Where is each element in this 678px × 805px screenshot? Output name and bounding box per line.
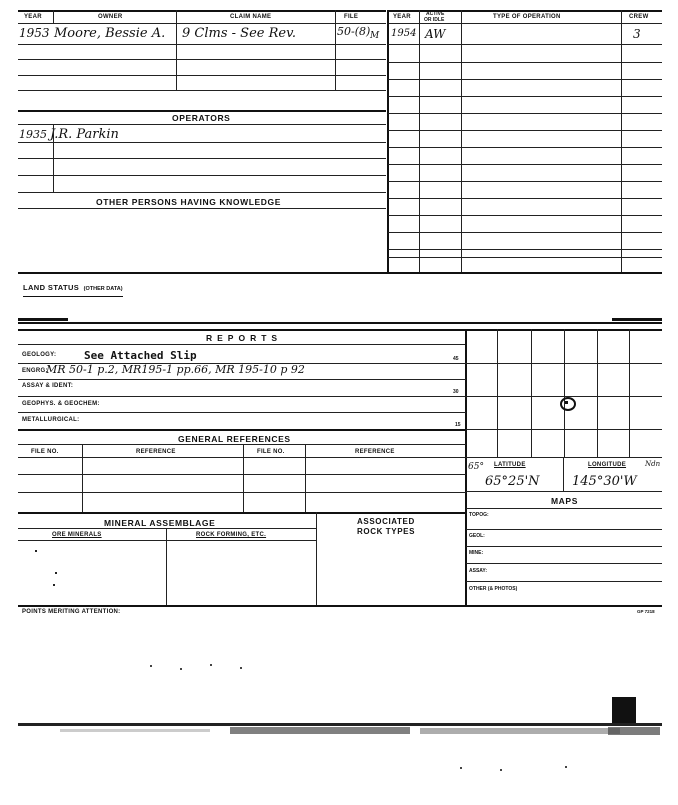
ref-col-file-no-2: FILE NO. — [257, 449, 285, 455]
divider — [82, 444, 83, 512]
longitude-note: Ndn — [645, 460, 661, 468]
grid-line — [466, 363, 662, 364]
row-line — [18, 192, 386, 193]
divider — [18, 23, 386, 24]
divider — [18, 10, 386, 12]
scan-speck — [240, 667, 242, 669]
scan-smudge — [608, 727, 660, 735]
row-line — [388, 232, 662, 233]
divider — [18, 322, 662, 324]
grid-line — [629, 329, 630, 457]
grid-line — [564, 329, 565, 457]
activity-year-header: YEAR — [393, 14, 411, 20]
row-line — [388, 96, 662, 97]
geology-value: See Attached Slip — [84, 349, 197, 362]
divider — [305, 444, 306, 512]
divider — [18, 272, 662, 274]
owner-row1-year: 1953 — [19, 26, 50, 40]
maps-topog: TOPOG: — [469, 512, 489, 518]
row-line — [18, 44, 386, 45]
engrg-label: ENGRG: — [22, 368, 48, 374]
activity-row1-year: 1954 — [391, 28, 417, 39]
scan-speck — [210, 664, 212, 666]
owner-row1-claim-name: 9 Clms - See Rev. — [182, 26, 297, 41]
operators-heading: OPERATORS — [172, 113, 231, 123]
divider — [53, 10, 54, 24]
row-line — [388, 215, 662, 216]
divider — [18, 208, 386, 209]
row-line — [388, 198, 662, 199]
land-status-sub: (OTHER DATA) — [83, 286, 123, 292]
longitude-value: 145°30'W — [572, 474, 637, 489]
mark-dot — [35, 550, 37, 552]
scale-45: 45 — [453, 356, 459, 362]
scan-smudge — [420, 728, 620, 734]
grid-line — [531, 329, 532, 457]
row-line — [388, 113, 662, 114]
row-line — [388, 257, 662, 258]
maps-geol: GEOL: — [469, 533, 485, 539]
row-line — [18, 474, 466, 475]
latitude-label: LATITUDE — [494, 462, 526, 468]
row-line — [18, 175, 386, 176]
divider — [18, 528, 316, 529]
row-line — [18, 142, 386, 143]
mark-dot — [53, 584, 55, 586]
location-circle-icon — [560, 397, 576, 411]
divider — [18, 329, 662, 331]
divider — [18, 512, 466, 514]
scale-15: 15 — [455, 422, 461, 428]
mineral-assemblage-heading: MINERAL ASSEMBLAGE — [104, 518, 216, 528]
engrg-value: MR 50-1 p.2, MR195-1 pp.66, MR 195-10 p 92 — [46, 363, 305, 376]
scan-speck — [180, 668, 182, 670]
metallurgical-label: METALLURGICAL: — [22, 417, 80, 423]
row-line — [388, 249, 662, 250]
scan-mark — [612, 318, 662, 321]
scan-mark — [18, 318, 68, 321]
divider — [18, 344, 466, 345]
scan-edge-line — [18, 723, 662, 726]
row-line — [388, 181, 662, 182]
operator-row1-year: 1935 — [19, 128, 47, 141]
year-header: YEAR — [24, 14, 42, 20]
row-line — [18, 59, 386, 60]
row-line — [388, 130, 662, 131]
row-line — [388, 147, 662, 148]
row-line — [466, 581, 662, 582]
owner-header: OWNER — [98, 14, 123, 20]
scan-smudge — [60, 729, 210, 732]
scan-speck — [150, 665, 152, 667]
location-dot-icon — [565, 401, 568, 404]
maps-assay: ASSAY: — [469, 568, 488, 574]
grid-line — [466, 429, 662, 430]
crew-header: CREW — [629, 14, 649, 20]
divider — [176, 10, 177, 90]
file-header: FILE — [344, 14, 359, 20]
owner-row1-file: 50-(8) — [337, 25, 371, 38]
general-references-heading: GENERAL REFERENCES — [178, 434, 291, 444]
grid-line — [466, 457, 662, 458]
divider — [243, 444, 244, 512]
form-number: GP 7218 — [637, 609, 655, 614]
divider — [18, 540, 316, 541]
scan-block — [612, 697, 636, 723]
divider — [166, 528, 167, 605]
row-line — [388, 62, 662, 63]
longitude-label: LONGITUDE — [588, 462, 627, 468]
other-persons-heading: OTHER PERSONS HAVING KNOWLEDGE — [96, 197, 282, 207]
ref-col-reference-2: REFERENCE — [355, 449, 395, 455]
lat-prefix: 65° — [468, 462, 484, 472]
scale-30: 30 — [453, 389, 459, 395]
ore-minerals-header: ORE MINERALS — [52, 532, 102, 538]
rock-forming-header: ROCK FORMING, ETC. — [196, 532, 267, 538]
divider — [466, 508, 662, 509]
row-line — [388, 79, 662, 80]
divider — [18, 457, 466, 458]
reports-heading: REPORTS — [206, 333, 283, 343]
points-meriting-attention-label: POINTS MERITING ATTENTION: — [22, 609, 121, 615]
assay-label: ASSAY & IDENT: — [22, 383, 74, 389]
row-line — [18, 75, 386, 76]
divider — [18, 110, 386, 112]
land-status-title: LAND STATUS — [23, 283, 80, 292]
divider — [18, 605, 662, 607]
active-header: ACTIVE — [426, 11, 445, 17]
row-line — [388, 44, 662, 45]
maps-other: OTHER (& PHOTOS) — [469, 586, 518, 592]
scan-smudge — [230, 727, 410, 734]
idle-header: OR IDLE — [424, 17, 445, 23]
grid-line — [597, 329, 598, 457]
mark-dot — [55, 572, 57, 574]
grid-line — [497, 329, 498, 457]
row-line — [466, 529, 662, 530]
associated-header-1: ASSOCIATED — [357, 517, 415, 526]
maps-label: MAPS — [551, 496, 578, 506]
divider — [18, 124, 386, 125]
claim-name-header: CLAIM NAME — [230, 14, 272, 20]
associated-header-2: ROCK TYPES — [357, 527, 416, 536]
maps-mine: MINE: — [469, 550, 484, 556]
owner-row1-owner: Moore, Bessie A. — [54, 26, 166, 41]
divider — [563, 457, 564, 491]
land-status-label — [23, 277, 123, 297]
row-line — [18, 492, 466, 493]
scan-speck — [500, 769, 502, 771]
geology-label: GEOLOGY: — [22, 352, 57, 358]
divider — [335, 10, 336, 90]
divider — [18, 429, 466, 431]
row-line — [466, 563, 662, 564]
divider — [466, 491, 662, 492]
activity-row1-status: AW — [425, 27, 446, 41]
geophys-label: GEOPHYS. & GEOCHEM: — [22, 401, 100, 407]
divider — [316, 512, 317, 605]
type-of-operation-header: TYPE OF OPERATION — [493, 14, 561, 20]
scan-speck — [565, 766, 567, 768]
row-line — [18, 379, 466, 380]
row-line — [18, 412, 466, 413]
row-line — [388, 164, 662, 165]
owner-row1-file-suffix: M — [370, 31, 380, 41]
row-line — [18, 396, 466, 397]
latitude-value: 65°25'N — [485, 474, 540, 489]
activity-row1-crew: 3 — [633, 27, 641, 41]
ref-col-reference-1: REFERENCE — [136, 449, 176, 455]
row-line — [18, 158, 386, 159]
row-line — [18, 90, 386, 91]
scan-speck — [460, 767, 462, 769]
ref-col-file-no-1: FILE NO. — [31, 449, 59, 455]
row-line — [466, 546, 662, 547]
divider — [18, 444, 466, 445]
operator-row1-name: J.R. Parkin — [50, 127, 119, 142]
